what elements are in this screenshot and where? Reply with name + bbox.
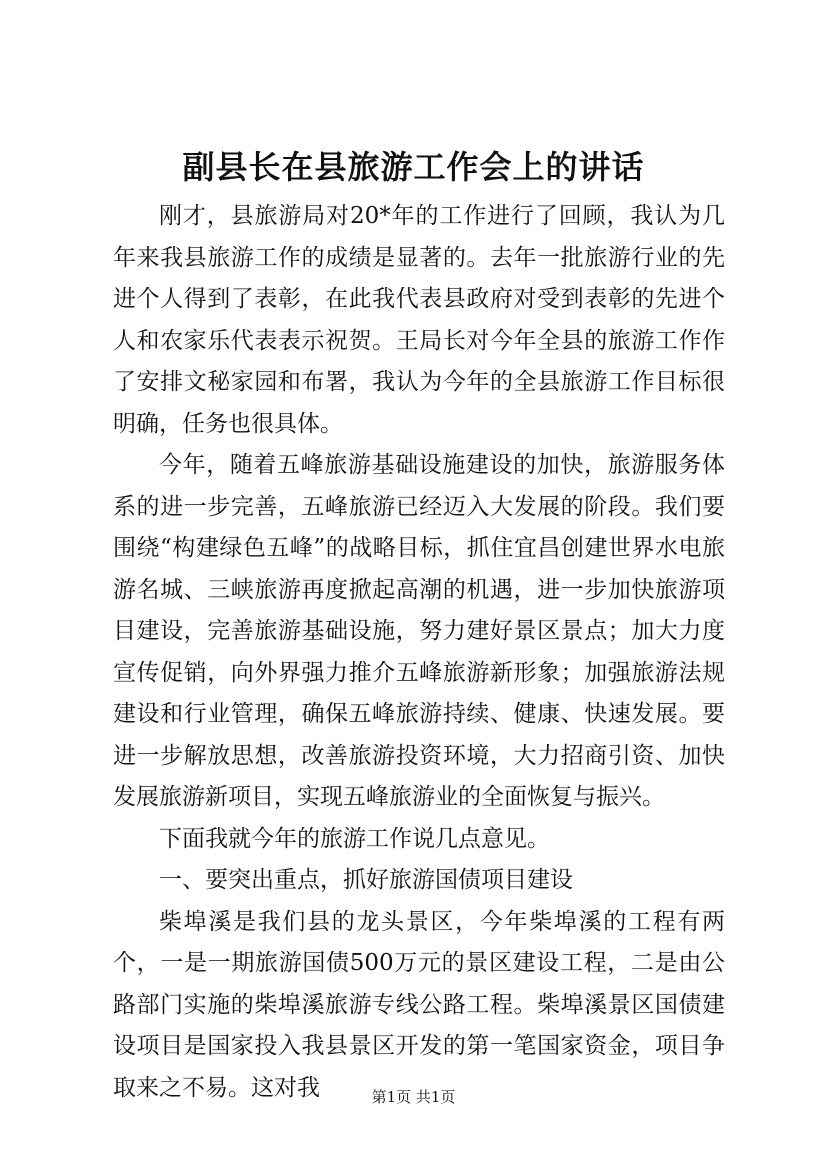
paragraph-development: 今年，随着五峰旅游基础设施建设的加快，旅游服务体系的进一步完善，五峰旅游已经迈入大发展的阶段。我们要围绕“构建绿色五峰”的战略目标，抓住宜昌创建世界水电旅游名城、三峡旅游再度掀起高潮的机遇，进一步加快旅游项目建设，完善旅游基础设施，努力建好景区景点；加大力度宣传促销，向外界强力推介五峰旅游新形象；加强旅游法规建设和行业管理，确保五峰旅游持续、健康、快速发展。要进一步解放思想，改善旅游投资环境，大力招商引资、加快发展旅游新项目，实现五峰旅游业的全面恢复与振兴。 [113,452,725,810]
document-title: 副县长在县旅游工作会上的讲话 [182,148,645,186]
paragraph-opinions-lead: 下面我就今年的旅游工作说几点意见。 [159,825,550,852]
paragraph-intro: 刚才，县旅游局对20*年的工作进行了回顾，我认为几年来我县旅游工作的成绩是显著的。去年一批旅游行业的先进个人得到了表彰，在此我代表县政府对受到表彰的先进个人和农家乐代表表示祝贺。王局长对今年全县的旅游工作作了安排文秘家园和布署，我认为今年的全县旅游工作目标很明确，任务也很具体。 [113,203,725,437]
paragraph-chaibuxi: 柴埠溪是我们县的龙头景区，今年柴埠溪的工程有两个，一是一期旅游国债500万元的景区建设工程，二是由公路部门实施的柴埠溪旅游专线公路工程。柴埠溪景区国债建设项目是国家投入我县景区开发的第一笔国家资金，项目争取来之不易。这对我 [113,908,725,1101]
document-body [113,196,725,1109]
section-heading-1: 一、要突出重点，抓好旅游国债项目建设 [159,867,573,893]
page-footer: 第1页 共1页 [371,1088,456,1106]
